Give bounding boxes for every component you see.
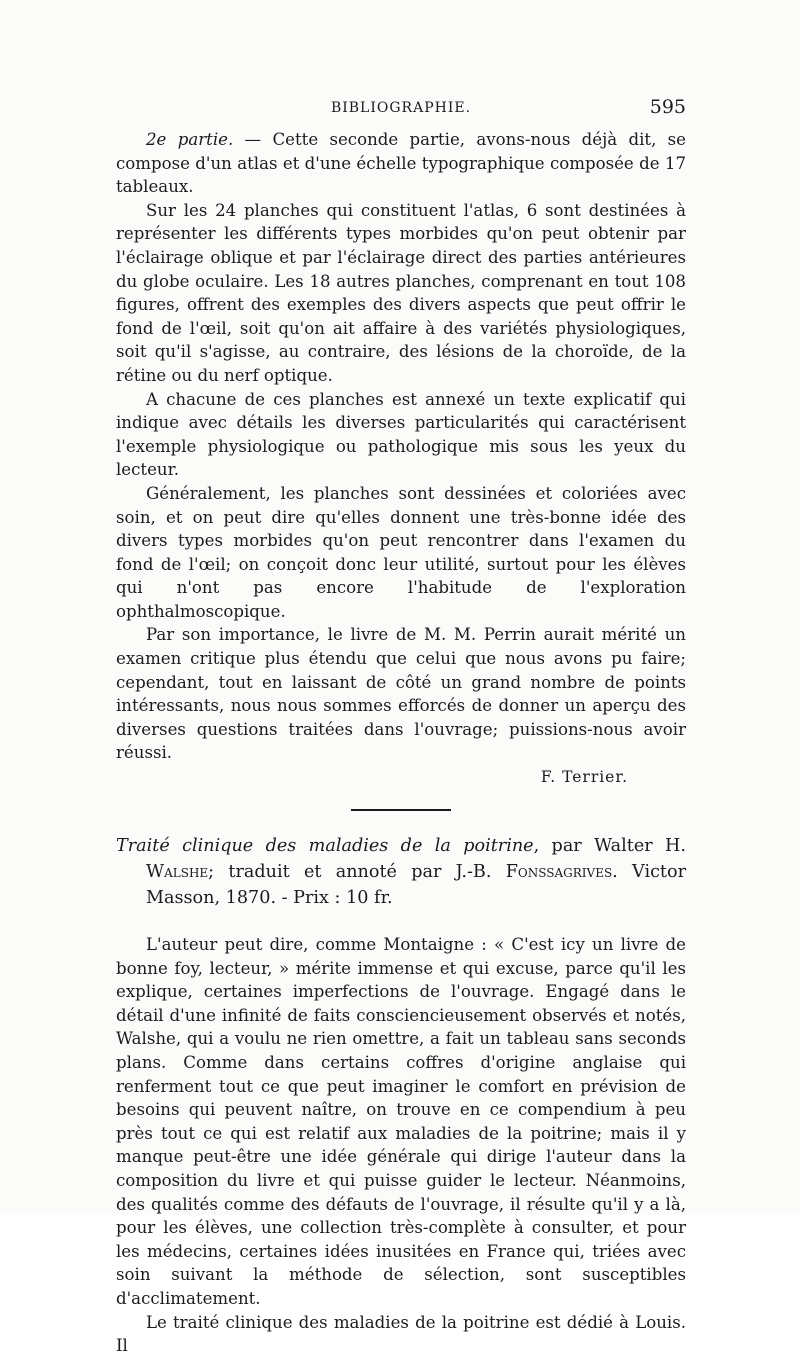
book-by: , par Walter H. [533,836,686,857]
paragraph-text: — Cette seconde partie, avons-nous déjà dit, se compose d'un atlas et d'une échelle typographique composée de 17 tableaux. [116,130,687,197]
book-author: Walshe [146,862,209,883]
paragraph-texte-explicatif: A chacune de ces planches est annexé un texte explicatif qui indique avec détails les diverses particularités qui caractérisent l'exemple physiologique ou pathologique mis sous les yeux du lecteur. [116,389,686,480]
page-number: 595 [649,96,686,118]
paragraph-dedie: Le traité clinique des maladies de la poitrine est dédié à Louis. Il [116,1312,686,1356]
paragraph-planches: Sur les 24 planches qui constituent l'atlas, 6 sont destinées à représenter les différents types morbides qu'on peut obtenir par l'éclairage oblique et par l'éclairage direct des parties antérieures du globe oculaire. Les 18 autres planches, comprenant en tout 108 figures, offrent des exemples des divers aspects que peut offrir le fond de l'œil, soit qu'on ait affaire à des variétés physiologiques, soit qu'il s'agisse, au contraire, des lésions de la choroïde, de la rétine ou du nerf optique. [116,200,686,385]
spacer [116,911,686,933]
paragraph-generalement: Généralement, les planches sont dessinées et coloriées avec soin, et on peut dire qu'elles donnent une très-bonne idée des divers types morbides qu'on peut rencontrer dans l'examen du fond de l'œil; on conçoit donc leur utilité, surtout pour les élèves qui n'ont pas encore l'habitude de l'exploration ophthalmoscopique. [116,483,686,621]
paragraph-importance: Par son importance, le livre de M. M. Perrin aurait mérité un examen critique plus étendu que celui que nous avons pu faire; cependant, tout en laissant de côté un grand nombre de points intéressants, nous nous sommes efforcés de donner un aperçu des diverses questions traitées dans l'ouvrage; puissions-nous avoir réussi. [116,625,686,763]
signature: F. Terrier. [540,768,628,787]
book-translated: ; traduit et annoté par J.-B. [208,862,506,883]
paragraph-part-two [116,128,686,199]
review-heading [116,833,686,911]
running-head: BIBLIOGRAPHIE. [330,100,472,116]
paragraph-montaigne: L'auteur peut dire, comme Montaigne : « C'est icy un livre de bonne foy, lecteur, » mérite immense et qui excuse, parce qu'il les explique, certaines imperfections de l'ouvrage. Engagé dans le détail d'une infinité de faits consciencieusement observés et notés, Walshe, qui a voulu ne rien omettre, a fait un tableau sans seconds plans. Comme dans certains coffres d'origine anglaise qui renferment tout ce que peut imaginer le comfort en prévision de besoins qui peuvent naître, on trouve en ce compendium à peu près tout ce qui est relatif aux maladies de la poitrine; mais il y manque peut-être une idée générale qui dirige l'auteur dans la composition du livre et qui puisse guider le lecteur. Néanmoins, des qualités comme des défauts de l'ouvrage, il résulte qu'il y a là, pour les élèves, une collection très-complète à consulter, et pour les médecins, certaines idées inusitées en France qui, triées avec soin suivant la méthode de sélection, sont susceptibles d'acclimatement. [116,935,686,1308]
page-header [116,96,686,122]
section-divider [351,809,451,811]
book-translator: Fonssagrives [505,862,613,883]
book-publisher-price: . Victor Masson, 1870. - Prix : 10 fr. [146,862,687,909]
book-title: Traité clinique des maladies de la poitrine [116,836,534,857]
part-label: 2e partie. [146,130,234,149]
body-text [116,128,686,1358]
